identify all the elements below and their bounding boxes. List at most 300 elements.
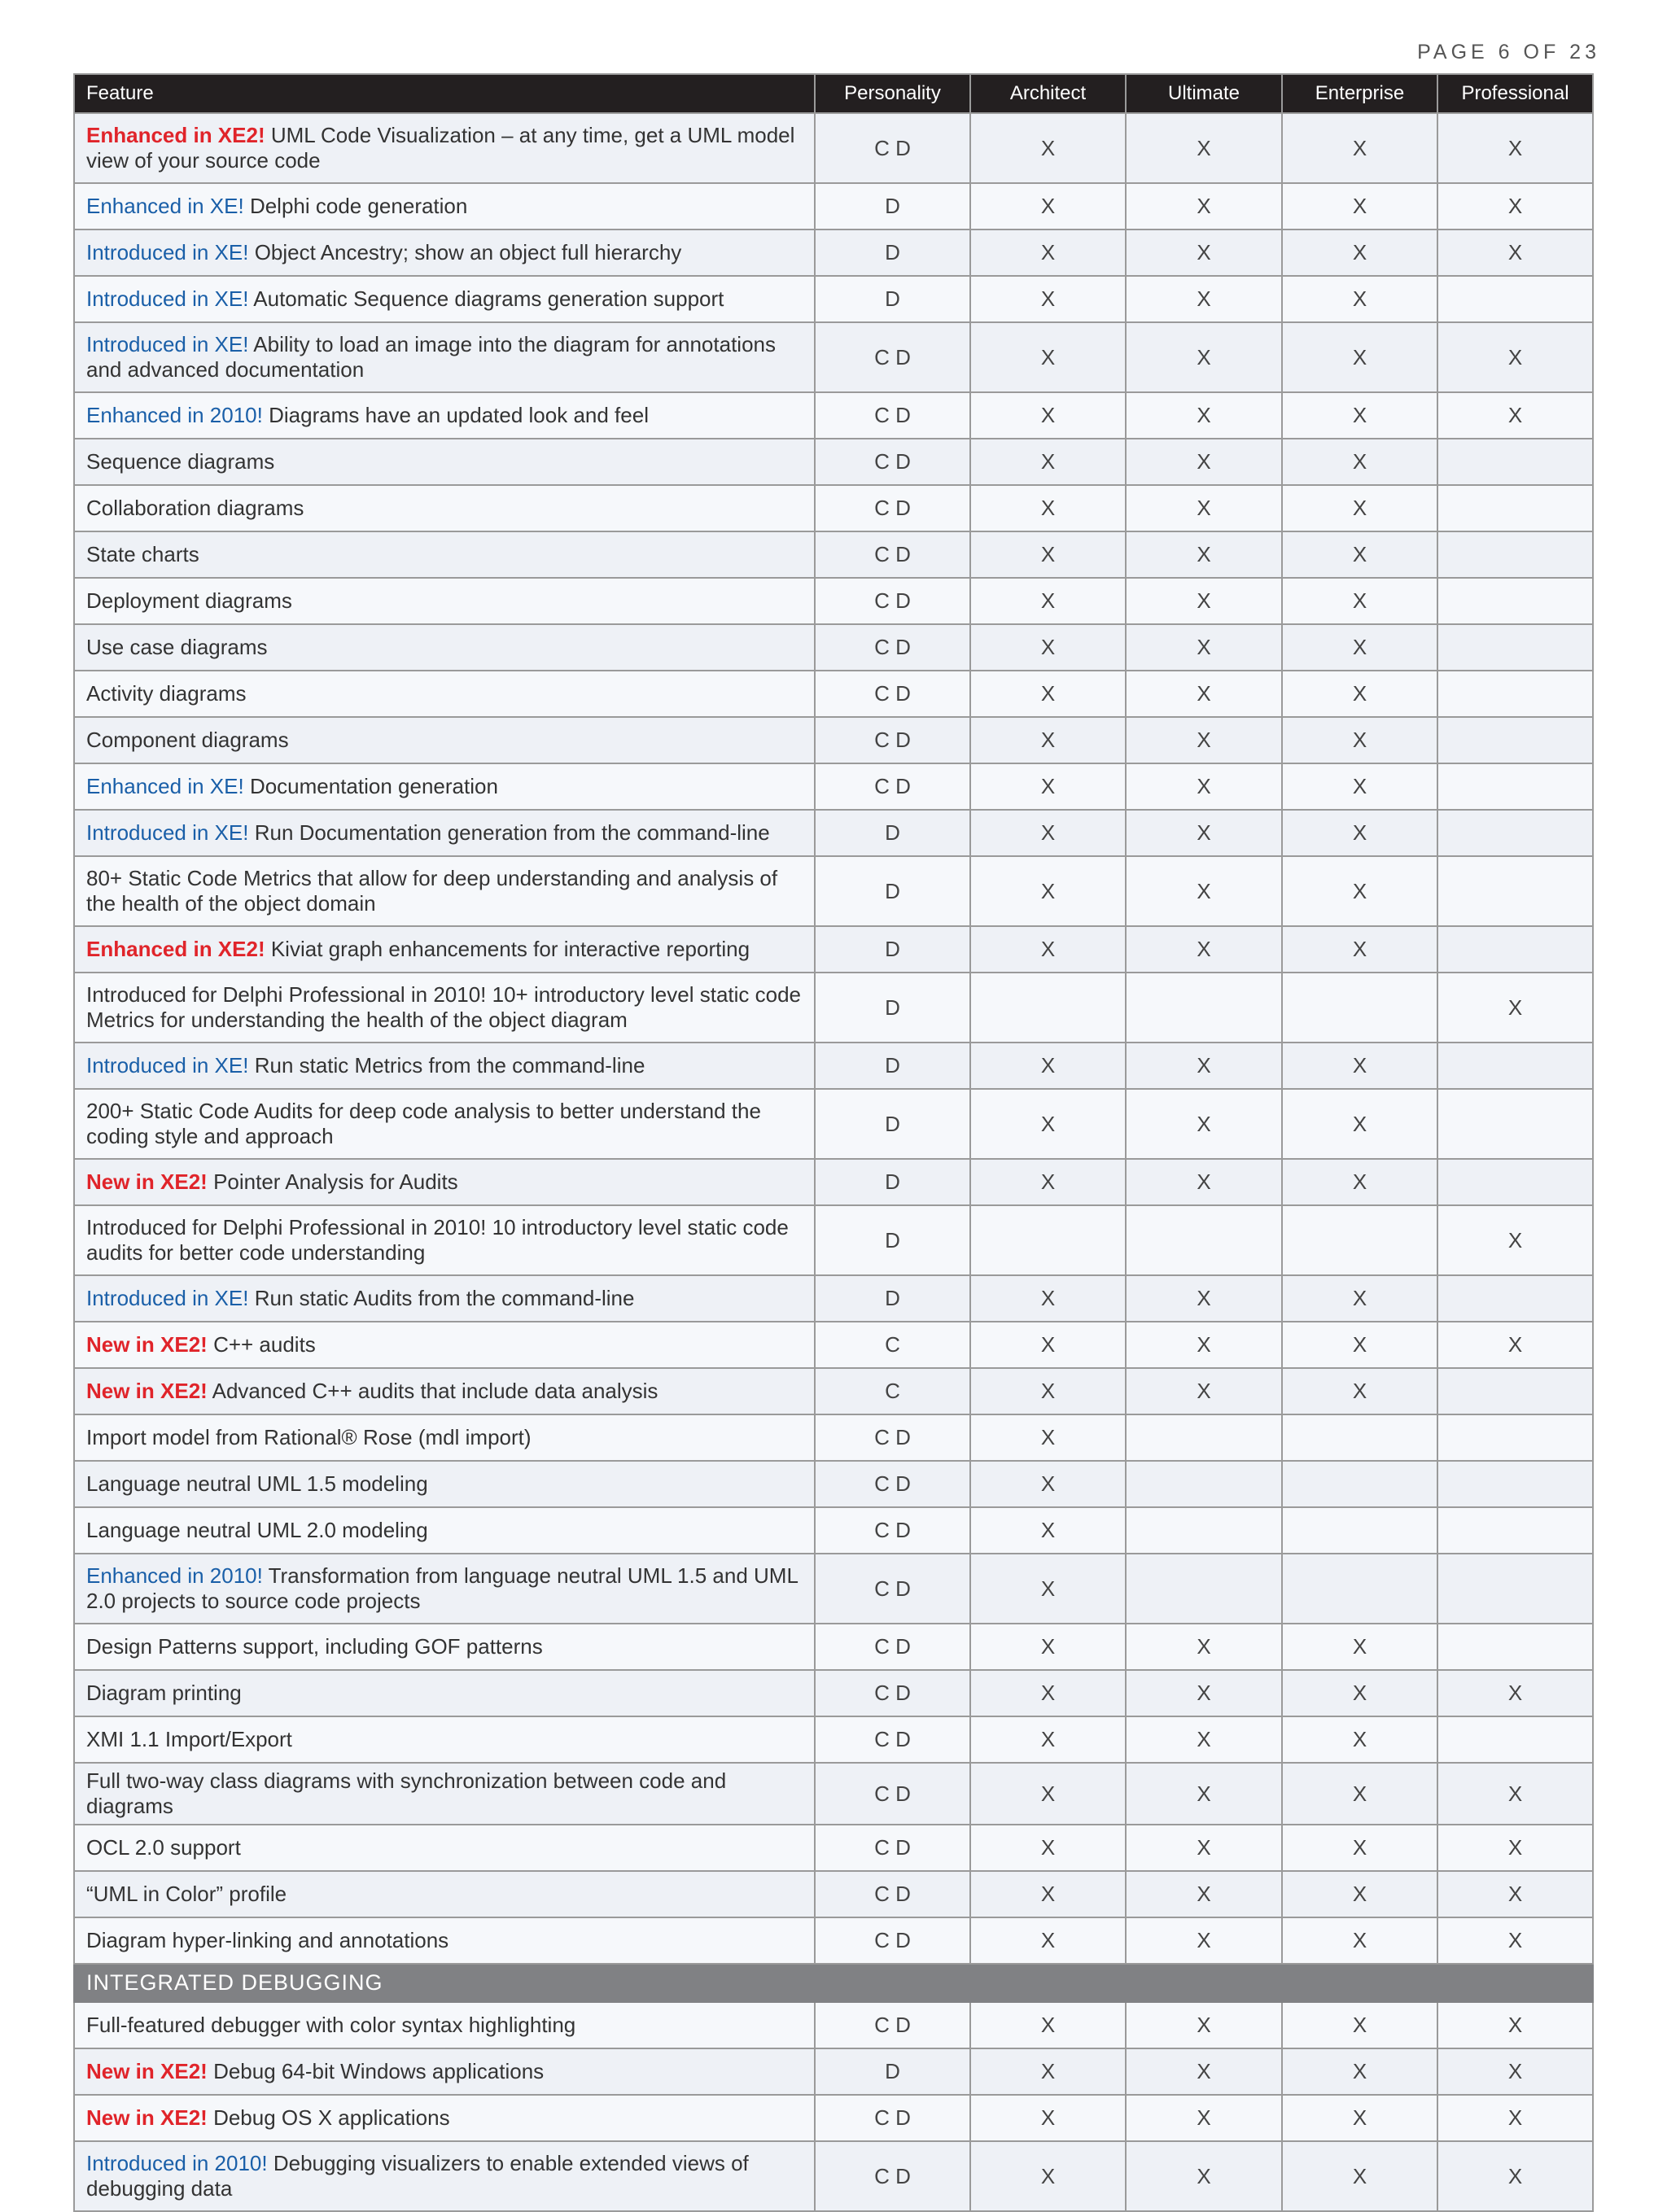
personality-cell: C D	[815, 578, 970, 624]
enterprise-cell: X	[1282, 1763, 1437, 1825]
professional-cell: X	[1437, 1825, 1593, 1871]
feature-cell	[74, 671, 815, 717]
personality-cell: C D	[815, 1507, 970, 1554]
personality-cell: C D	[815, 1461, 970, 1507]
feature-cell	[74, 1716, 815, 1763]
table-row	[74, 1461, 1593, 1507]
table-row	[74, 485, 1593, 531]
feature-tag: Enhanced in XE!	[86, 194, 244, 218]
table-row	[74, 2141, 1593, 2211]
enterprise-cell: X	[1282, 2048, 1437, 2095]
table-row	[74, 578, 1593, 624]
personality-cell: C D	[815, 1554, 970, 1624]
ultimate-cell	[1126, 1507, 1282, 1554]
professional-cell	[1437, 1716, 1593, 1763]
table-row	[74, 1322, 1593, 1368]
architect-cell: X	[970, 763, 1126, 810]
professional-cell	[1437, 1461, 1593, 1507]
ultimate-cell: X	[1126, 322, 1282, 392]
feature-cell	[74, 113, 815, 183]
personality-cell: D	[815, 230, 970, 276]
professional-cell: X	[1437, 1670, 1593, 1716]
personality-cell: D	[815, 973, 970, 1043]
feature-cell	[74, 1917, 815, 1964]
personality-cell: C D	[815, 624, 970, 671]
professional-cell: X	[1437, 1763, 1593, 1825]
ultimate-cell: X	[1126, 2048, 1282, 2095]
personality-cell: C	[815, 1322, 970, 1368]
ultimate-cell: X	[1126, 2095, 1282, 2141]
table-row	[74, 763, 1593, 810]
feature-cell	[74, 183, 815, 230]
personality-cell: C D	[815, 531, 970, 578]
feature-cell	[74, 1414, 815, 1461]
enterprise-cell: X	[1282, 856, 1437, 926]
feature-text: Documentation generation	[249, 774, 498, 798]
feature-cell	[74, 624, 815, 671]
feature-tag: Enhanced in 2010!	[86, 1563, 263, 1588]
personality-cell: C D	[815, 1763, 970, 1825]
feature-tag: Enhanced in XE2!	[86, 123, 265, 147]
feature-text: Automatic Sequence diagrams generation support	[253, 286, 724, 311]
feature-cell	[74, 1322, 815, 1368]
table-row	[74, 1089, 1593, 1159]
feature-text: Transformation from language neutral UML 1.5 and UML 2.0 projects to source code projects	[86, 1563, 798, 1613]
ultimate-cell: X	[1126, 578, 1282, 624]
table-row	[74, 717, 1593, 763]
personality-cell: D	[815, 1275, 970, 1322]
personality-cell: C D	[815, 1871, 970, 1917]
enterprise-cell	[1282, 1554, 1437, 1624]
feature-tag: Introduced in XE!	[86, 1286, 249, 1310]
table-row	[74, 392, 1593, 439]
feature-text: Diagram printing	[86, 1681, 242, 1705]
feature-text: Use case diagrams	[86, 635, 268, 659]
feature-cell	[74, 1275, 815, 1322]
table-row	[74, 671, 1593, 717]
section-header-row	[74, 1964, 1593, 2002]
table-row	[74, 810, 1593, 856]
enterprise-cell: X	[1282, 624, 1437, 671]
feature-tag: Enhanced in XE!	[86, 774, 244, 798]
table-row	[74, 1825, 1593, 1871]
feature-cell	[74, 717, 815, 763]
enterprise-cell: X	[1282, 671, 1437, 717]
enterprise-cell	[1282, 1507, 1437, 1554]
table-row	[74, 926, 1593, 973]
professional-cell	[1437, 926, 1593, 973]
feature-text: Run static Audits from the command-line	[254, 1286, 635, 1310]
professional-cell: X	[1437, 1917, 1593, 1964]
enterprise-cell: X	[1282, 1089, 1437, 1159]
feature-cell	[74, 810, 815, 856]
architect-cell: X	[970, 810, 1126, 856]
architect-cell	[970, 973, 1126, 1043]
enterprise-cell: X	[1282, 1871, 1437, 1917]
enterprise-cell: X	[1282, 1368, 1437, 1414]
enterprise-cell: X	[1282, 1825, 1437, 1871]
feature-tag: Introduced in XE!	[86, 820, 249, 845]
feature-cell	[74, 1159, 815, 1205]
table-row	[74, 1716, 1593, 1763]
feature-text: Language neutral UML 1.5 modeling	[86, 1471, 428, 1496]
ultimate-cell: X	[1126, 1670, 1282, 1716]
personality-cell: C D	[815, 1825, 970, 1871]
professional-cell: X	[1437, 973, 1593, 1043]
architect-cell: X	[970, 926, 1126, 973]
feature-text: Full two-way class diagrams with synchronization between code and diagrams	[86, 1768, 727, 1818]
enterprise-cell: X	[1282, 1670, 1437, 1716]
feature-text: Debug OS X applications	[213, 2105, 450, 2130]
professional-cell	[1437, 810, 1593, 856]
professional-cell: X	[1437, 113, 1593, 183]
feature-text: Object Ancestry; show an object full hierarchy	[254, 240, 682, 264]
feature-text: Run static Metrics from the command-line	[254, 1053, 645, 1078]
feature-cell	[74, 2048, 815, 2095]
table-row	[74, 1624, 1593, 1670]
column-header-architect: Architect	[970, 74, 1126, 113]
professional-cell	[1437, 578, 1593, 624]
architect-cell: X	[970, 1507, 1126, 1554]
ultimate-cell: X	[1126, 624, 1282, 671]
feature-cell	[74, 322, 815, 392]
professional-cell	[1437, 1159, 1593, 1205]
table-header-row	[74, 74, 1593, 113]
ultimate-cell	[1126, 1205, 1282, 1275]
personality-cell: C D	[815, 717, 970, 763]
feature-text: Ability to load an image into the diagram for annotations and advanced documentation	[86, 332, 776, 382]
professional-cell	[1437, 531, 1593, 578]
enterprise-cell: X	[1282, 926, 1437, 973]
feature-text: Collaboration diagrams	[86, 496, 304, 520]
feature-tag: New in XE2!	[86, 2059, 208, 2083]
column-header-personality: Personality	[815, 74, 970, 113]
table-row	[74, 1670, 1593, 1716]
enterprise-cell: X	[1282, 1322, 1437, 1368]
enterprise-cell: X	[1282, 1716, 1437, 1763]
feature-cell	[74, 1507, 815, 1554]
feature-tag: Introduced in 2010!	[86, 2151, 268, 2175]
ultimate-cell: X	[1126, 113, 1282, 183]
professional-cell	[1437, 485, 1593, 531]
table-row	[74, 113, 1593, 183]
enterprise-cell: X	[1282, 531, 1437, 578]
ultimate-cell: X	[1126, 439, 1282, 485]
column-header-feature: Feature	[74, 74, 815, 113]
feature-text: Language neutral UML 2.0 modeling	[86, 1518, 428, 1542]
feature-text: Diagram hyper-linking and annotations	[86, 1928, 449, 1952]
table-row	[74, 230, 1593, 276]
professional-cell: X	[1437, 2002, 1593, 2048]
architect-cell: X	[970, 183, 1126, 230]
professional-cell	[1437, 763, 1593, 810]
page-number: PAGE 6 OF 23	[1417, 41, 1600, 63]
personality-cell: C	[815, 1368, 970, 1414]
ultimate-cell: X	[1126, 276, 1282, 322]
ultimate-cell	[1126, 1554, 1282, 1624]
table-row	[74, 856, 1593, 926]
feature-cell	[74, 531, 815, 578]
personality-cell: D	[815, 1043, 970, 1089]
professional-cell: X	[1437, 322, 1593, 392]
enterprise-cell: X	[1282, 230, 1437, 276]
feature-cell	[74, 276, 815, 322]
feature-cell	[74, 1205, 815, 1275]
personality-cell: D	[815, 856, 970, 926]
ultimate-cell: X	[1126, 1716, 1282, 1763]
ultimate-cell: X	[1126, 1825, 1282, 1871]
enterprise-cell: X	[1282, 2002, 1437, 2048]
ultimate-cell: X	[1126, 926, 1282, 973]
table-row	[74, 276, 1593, 322]
enterprise-cell: X	[1282, 485, 1437, 531]
architect-cell: X	[970, 531, 1126, 578]
architect-cell	[970, 1205, 1126, 1275]
personality-cell: D	[815, 1205, 970, 1275]
feature-text: OCL 2.0 support	[86, 1835, 241, 1860]
professional-cell: X	[1437, 2095, 1593, 2141]
ultimate-cell: X	[1126, 763, 1282, 810]
professional-cell	[1437, 1368, 1593, 1414]
table-row	[74, 1043, 1593, 1089]
feature-cell	[74, 2002, 815, 2048]
professional-cell: X	[1437, 230, 1593, 276]
feature-text: Deployment diagrams	[86, 588, 292, 613]
feature-cell	[74, 1554, 815, 1624]
personality-cell: C D	[815, 485, 970, 531]
architect-cell: X	[970, 2095, 1126, 2141]
architect-cell: X	[970, 1763, 1126, 1825]
architect-cell: X	[970, 2002, 1126, 2048]
ultimate-cell	[1126, 973, 1282, 1043]
personality-cell: C D	[815, 2095, 970, 2141]
professional-cell	[1437, 671, 1593, 717]
column-header-enterprise: Enterprise	[1282, 74, 1437, 113]
professional-cell	[1437, 1043, 1593, 1089]
feature-text: Sequence diagrams	[86, 449, 275, 474]
architect-cell: X	[970, 1825, 1126, 1871]
professional-cell	[1437, 439, 1593, 485]
feature-text: Diagrams have an updated look and feel	[269, 403, 649, 427]
table-body	[74, 113, 1593, 2211]
feature-cell	[74, 1043, 815, 1089]
architect-cell: X	[970, 1554, 1126, 1624]
enterprise-cell: X	[1282, 392, 1437, 439]
feature-cell	[74, 1871, 815, 1917]
architect-cell: X	[970, 1670, 1126, 1716]
feature-text: State charts	[86, 542, 199, 566]
ultimate-cell: X	[1126, 2141, 1282, 2211]
enterprise-cell: X	[1282, 1917, 1437, 1964]
table-row	[74, 1205, 1593, 1275]
feature-text: Full-featured debugger with color syntax highlighting	[86, 2013, 576, 2037]
professional-cell: X	[1437, 2141, 1593, 2211]
feature-cell	[74, 439, 815, 485]
architect-cell: X	[970, 276, 1126, 322]
table-row	[74, 1159, 1593, 1205]
ultimate-cell: X	[1126, 392, 1282, 439]
table-row	[74, 1414, 1593, 1461]
feature-cell	[74, 1825, 815, 1871]
table-row	[74, 531, 1593, 578]
feature-text: Debug 64-bit Windows applications	[213, 2059, 545, 2083]
personality-cell: D	[815, 1089, 970, 1159]
enterprise-cell: X	[1282, 276, 1437, 322]
ultimate-cell: X	[1126, 183, 1282, 230]
ultimate-cell: X	[1126, 1089, 1282, 1159]
enterprise-cell: X	[1282, 1043, 1437, 1089]
ultimate-cell: X	[1126, 230, 1282, 276]
feature-cell	[74, 1763, 815, 1825]
enterprise-cell: X	[1282, 2141, 1437, 2211]
personality-cell: D	[815, 276, 970, 322]
enterprise-cell: X	[1282, 763, 1437, 810]
ultimate-cell: X	[1126, 531, 1282, 578]
enterprise-cell: X	[1282, 439, 1437, 485]
feature-text: Kiviat graph enhancements for interactive reporting	[270, 937, 750, 961]
architect-cell: X	[970, 1043, 1126, 1089]
professional-cell	[1437, 1624, 1593, 1670]
professional-cell	[1437, 624, 1593, 671]
enterprise-cell	[1282, 1205, 1437, 1275]
architect-cell: X	[970, 717, 1126, 763]
enterprise-cell: X	[1282, 113, 1437, 183]
professional-cell: X	[1437, 183, 1593, 230]
table-row	[74, 1871, 1593, 1917]
feature-text: Activity diagrams	[86, 681, 247, 706]
architect-cell: X	[970, 1917, 1126, 1964]
feature-text: Advanced C++ audits that include data analysis	[212, 1379, 658, 1403]
feature-tag: Enhanced in XE2!	[86, 937, 265, 961]
table-row	[74, 1554, 1593, 1624]
personality-cell: C D	[815, 671, 970, 717]
feature-cell	[74, 2141, 815, 2211]
ultimate-cell	[1126, 1461, 1282, 1507]
architect-cell: X	[970, 1159, 1126, 1205]
feature-text: Import model from Rational® Rose (mdl import)	[86, 1425, 532, 1449]
personality-cell: C D	[815, 1414, 970, 1461]
ultimate-cell: X	[1126, 1624, 1282, 1670]
professional-cell	[1437, 856, 1593, 926]
feature-cell	[74, 578, 815, 624]
column-header-ultimate: Ultimate	[1126, 74, 1282, 113]
enterprise-cell	[1282, 973, 1437, 1043]
feature-text: Pointer Analysis for Audits	[213, 1169, 458, 1194]
architect-cell: X	[970, 1461, 1126, 1507]
personality-cell: C D	[815, 1670, 970, 1716]
enterprise-cell	[1282, 1461, 1437, 1507]
professional-cell: X	[1437, 1205, 1593, 1275]
feature-cell	[74, 230, 815, 276]
feature-text: Debugging visualizers to enable extended views of debugging data	[86, 2151, 749, 2201]
ultimate-cell: X	[1126, 1275, 1282, 1322]
ultimate-cell: X	[1126, 1043, 1282, 1089]
enterprise-cell: X	[1282, 578, 1437, 624]
ultimate-cell: X	[1126, 671, 1282, 717]
personality-cell: C D	[815, 439, 970, 485]
feature-text: Design Patterns support, including GOF patterns	[86, 1634, 543, 1659]
feature-cell	[74, 1670, 815, 1716]
ultimate-cell: X	[1126, 1322, 1282, 1368]
enterprise-cell: X	[1282, 2095, 1437, 2141]
feature-tag: New in XE2!	[86, 2105, 208, 2130]
personality-cell: C D	[815, 1716, 970, 1763]
section-title: INTEGRATED DEBUGGING	[74, 1964, 1593, 2002]
column-header-professional: Professional	[1437, 74, 1593, 113]
architect-cell: X	[970, 113, 1126, 183]
table-row	[74, 183, 1593, 230]
table-row	[74, 1275, 1593, 1322]
professional-cell	[1437, 276, 1593, 322]
feature-cell	[74, 763, 815, 810]
enterprise-cell: X	[1282, 1275, 1437, 1322]
feature-tag: New in XE2!	[86, 1332, 208, 1357]
ultimate-cell: X	[1126, 856, 1282, 926]
architect-cell: X	[970, 578, 1126, 624]
feature-tag: Introduced in XE!	[86, 1053, 249, 1078]
architect-cell: X	[970, 439, 1126, 485]
ultimate-cell: X	[1126, 1159, 1282, 1205]
architect-cell: X	[970, 1275, 1126, 1322]
feature-tag: New in XE2!	[86, 1379, 208, 1403]
architect-cell: X	[970, 2141, 1126, 2211]
enterprise-cell: X	[1282, 1159, 1437, 1205]
architect-cell: X	[970, 322, 1126, 392]
architect-cell: X	[970, 1322, 1126, 1368]
ultimate-cell: X	[1126, 717, 1282, 763]
feature-cell	[74, 392, 815, 439]
architect-cell: X	[970, 1624, 1126, 1670]
table-row	[74, 2002, 1593, 2048]
personality-cell: C D	[815, 1624, 970, 1670]
enterprise-cell: X	[1282, 810, 1437, 856]
table-row	[74, 2048, 1593, 2095]
feature-tag: Introduced in XE!	[86, 332, 249, 356]
table-row	[74, 439, 1593, 485]
feature-cell	[74, 856, 815, 926]
ultimate-cell	[1126, 1414, 1282, 1461]
architect-cell: X	[970, 1089, 1126, 1159]
feature-matrix-table	[73, 73, 1594, 2212]
enterprise-cell: X	[1282, 183, 1437, 230]
feature-cell	[74, 973, 815, 1043]
professional-cell	[1437, 1275, 1593, 1322]
architect-cell: X	[970, 1871, 1126, 1917]
ultimate-cell: X	[1126, 1763, 1282, 1825]
feature-tag: Enhanced in 2010!	[86, 403, 263, 427]
professional-cell	[1437, 1554, 1593, 1624]
enterprise-cell	[1282, 1414, 1437, 1461]
feature-cell	[74, 1089, 815, 1159]
personality-cell: C D	[815, 2141, 970, 2211]
feature-text: “UML in Color” profile	[86, 1882, 287, 1906]
personality-cell: C D	[815, 392, 970, 439]
feature-tag: Introduced in XE!	[86, 240, 249, 264]
professional-cell: X	[1437, 2048, 1593, 2095]
professional-cell	[1437, 1414, 1593, 1461]
ultimate-cell: X	[1126, 1871, 1282, 1917]
table-row	[74, 1368, 1593, 1414]
architect-cell: X	[970, 485, 1126, 531]
architect-cell: X	[970, 1716, 1126, 1763]
architect-cell: X	[970, 230, 1126, 276]
enterprise-cell: X	[1282, 322, 1437, 392]
feature-text: XMI 1.1 Import/Export	[86, 1727, 292, 1751]
feature-text: C++ audits	[213, 1332, 316, 1357]
professional-cell	[1437, 717, 1593, 763]
personality-cell: C D	[815, 113, 970, 183]
professional-cell	[1437, 1089, 1593, 1159]
